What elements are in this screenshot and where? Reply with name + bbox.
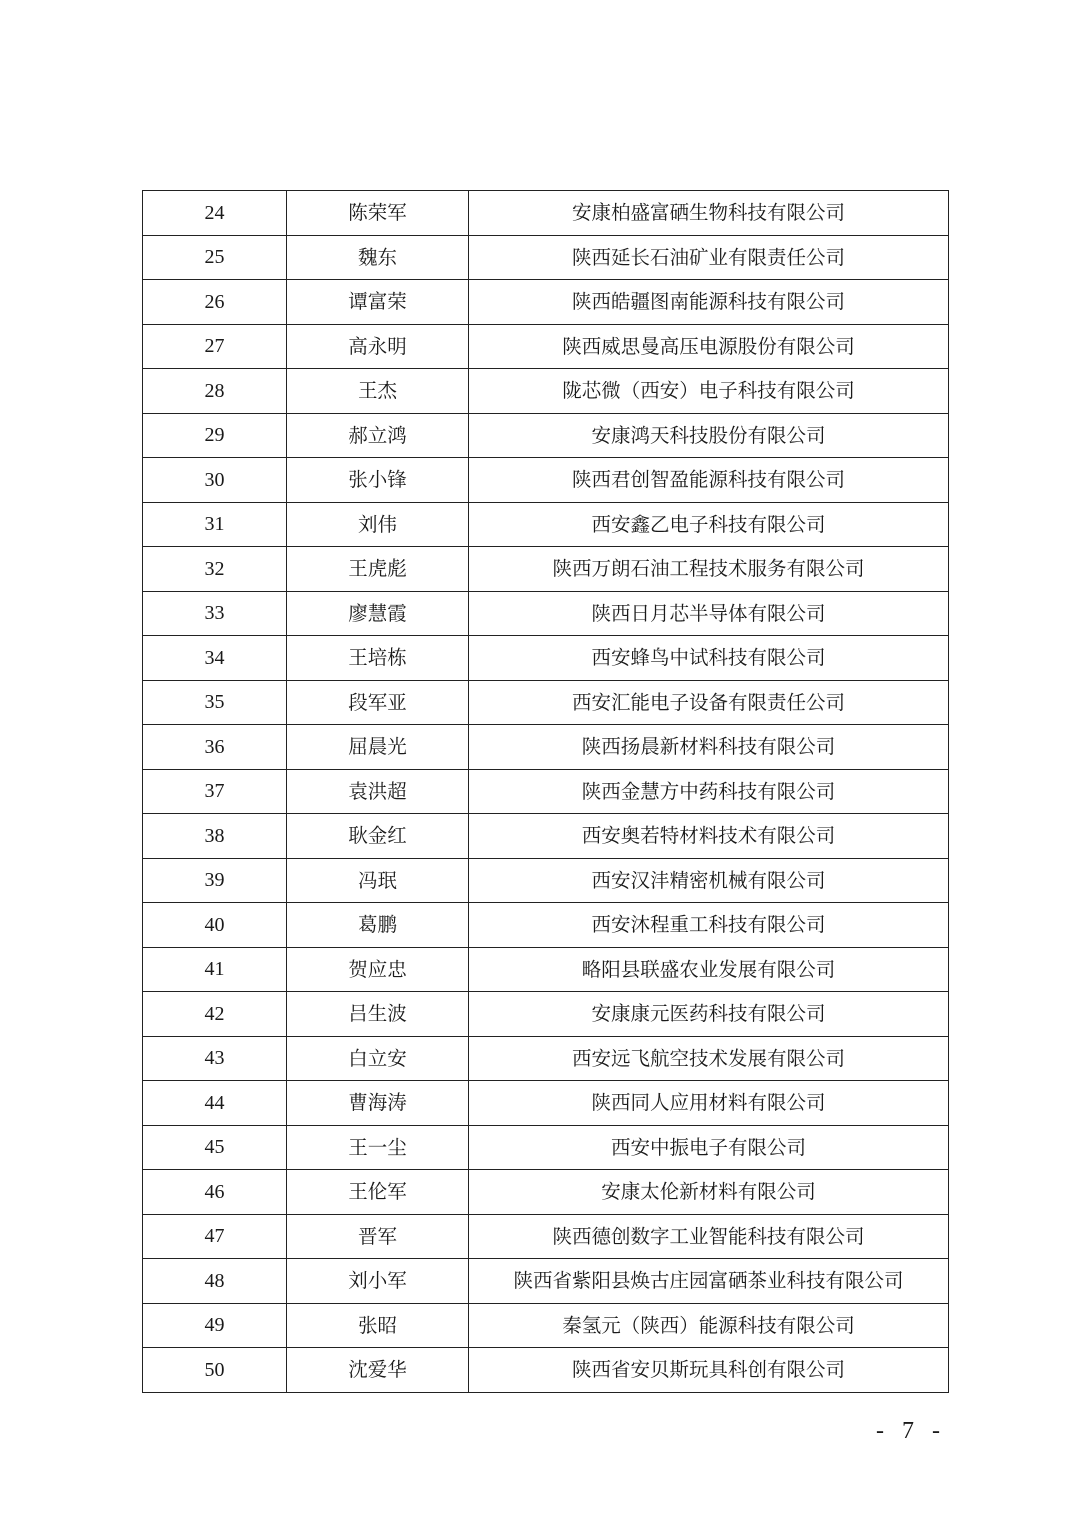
row-number-cell: 35 [143,680,287,725]
organization-cell: 略阳县联盛农业发展有限公司 [469,947,949,992]
table-row [143,1259,949,1304]
organization-cell: 陕西省安贝斯玩具科创有限公司 [469,1348,949,1393]
table-row [143,502,949,547]
table-row [143,680,949,725]
page-number: - 7 - [876,1418,946,1444]
person-name-cell: 张小锋 [287,458,469,503]
row-number-cell: 26 [143,280,287,325]
table-row [143,1303,949,1348]
organization-cell: 西安沐程重工科技有限公司 [469,903,949,948]
row-number-cell: 30 [143,458,287,503]
person-name-cell: 王一尘 [287,1125,469,1170]
organization-cell: 陕西扬晨新材料科技有限公司 [469,725,949,770]
organization-cell: 西安汇能电子设备有限责任公司 [469,680,949,725]
table-row [143,858,949,903]
table-row [143,280,949,325]
row-number-cell: 37 [143,769,287,814]
table-row [143,413,949,458]
person-name-cell: 陈荣军 [287,191,469,236]
row-number-cell: 43 [143,1036,287,1081]
person-name-cell: 葛鹏 [287,903,469,948]
organization-cell: 西安蜂鸟中试科技有限公司 [469,636,949,681]
person-name-cell: 魏东 [287,235,469,280]
organization-cell: 西安鑫乙电子科技有限公司 [469,502,949,547]
person-name-cell: 晋军 [287,1214,469,1259]
organization-cell: 陕西延长石油矿业有限责任公司 [469,235,949,280]
row-number-cell: 25 [143,235,287,280]
table-row [143,947,949,992]
row-number-cell: 49 [143,1303,287,1348]
person-name-cell: 廖慧霞 [287,591,469,636]
organization-cell: 西安远飞航空技术发展有限公司 [469,1036,949,1081]
row-number-cell: 42 [143,992,287,1037]
organization-cell: 安康柏盛富硒生物科技有限公司 [469,191,949,236]
row-number-cell: 47 [143,1214,287,1259]
row-number-cell: 24 [143,191,287,236]
organization-cell: 陕西同人应用材料有限公司 [469,1081,949,1126]
organization-cell: 陕西省紫阳县焕古庄园富硒茶业科技有限公司 [469,1259,949,1304]
person-name-cell: 段军亚 [287,680,469,725]
person-name-cell: 刘小军 [287,1259,469,1304]
table-row [143,591,949,636]
table-row [143,903,949,948]
table-row [143,1214,949,1259]
person-name-cell: 白立安 [287,1036,469,1081]
row-number-cell: 33 [143,591,287,636]
table-row [143,1081,949,1126]
person-name-cell: 郝立鸿 [287,413,469,458]
row-number-cell: 44 [143,1081,287,1126]
person-name-cell: 曹海涛 [287,1081,469,1126]
organization-cell: 陕西金慧方中药科技有限公司 [469,769,949,814]
table-row [143,235,949,280]
table-row [143,992,949,1037]
row-number-cell: 32 [143,547,287,592]
person-name-cell: 王杰 [287,369,469,414]
row-number-cell: 28 [143,369,287,414]
table-row [143,458,949,503]
person-name-cell: 袁洪超 [287,769,469,814]
person-name-cell: 耿金红 [287,814,469,859]
row-number-cell: 40 [143,903,287,948]
table-row [143,1125,949,1170]
awardee-table [142,190,949,1393]
table-row [143,725,949,770]
organization-cell: 秦氢元（陕西）能源科技有限公司 [469,1303,949,1348]
row-number-cell: 50 [143,1348,287,1393]
row-number-cell: 27 [143,324,287,369]
organization-cell: 安康康元医药科技有限公司 [469,992,949,1037]
row-number-cell: 34 [143,636,287,681]
row-number-cell: 29 [143,413,287,458]
table-row [143,369,949,414]
table-body [143,191,949,1393]
organization-cell: 陕西日月芯半导体有限公司 [469,591,949,636]
table-row [143,547,949,592]
organization-cell: 安康鸿天科技股份有限公司 [469,413,949,458]
row-number-cell: 48 [143,1259,287,1304]
person-name-cell: 贺应忠 [287,947,469,992]
person-name-cell: 王培栋 [287,636,469,681]
organization-cell: 西安中振电子有限公司 [469,1125,949,1170]
person-name-cell: 王伦军 [287,1170,469,1215]
organization-cell: 安康太伦新材料有限公司 [469,1170,949,1215]
person-name-cell: 谭富荣 [287,280,469,325]
person-name-cell: 高永明 [287,324,469,369]
row-number-cell: 36 [143,725,287,770]
person-name-cell: 张昭 [287,1303,469,1348]
organization-cell: 陕西德创数字工业智能科技有限公司 [469,1214,949,1259]
table-row [143,769,949,814]
person-name-cell: 冯珉 [287,858,469,903]
organization-cell: 西安奥若特材料技术有限公司 [469,814,949,859]
organization-cell: 陕西威思曼高压电源股份有限公司 [469,324,949,369]
organization-cell: 陕西皓疆图南能源科技有限公司 [469,280,949,325]
person-name-cell: 沈爱华 [287,1348,469,1393]
person-name-cell: 刘伟 [287,502,469,547]
row-number-cell: 38 [143,814,287,859]
person-name-cell: 王虎彪 [287,547,469,592]
organization-cell: 陕西君创智盈能源科技有限公司 [469,458,949,503]
row-number-cell: 31 [143,502,287,547]
table-row [143,191,949,236]
table-row [143,1170,949,1215]
table-row [143,324,949,369]
table-row [143,636,949,681]
row-number-cell: 46 [143,1170,287,1215]
person-name-cell: 屈晨光 [287,725,469,770]
row-number-cell: 41 [143,947,287,992]
organization-cell: 西安汉沣精密机械有限公司 [469,858,949,903]
person-name-cell: 吕生波 [287,992,469,1037]
table-row [143,814,949,859]
row-number-cell: 39 [143,858,287,903]
organization-cell: 陇芯微（西安）电子科技有限公司 [469,369,949,414]
table-row [143,1036,949,1081]
row-number-cell: 45 [143,1125,287,1170]
table-row [143,1348,949,1393]
organization-cell: 陕西万朗石油工程技术服务有限公司 [469,547,949,592]
